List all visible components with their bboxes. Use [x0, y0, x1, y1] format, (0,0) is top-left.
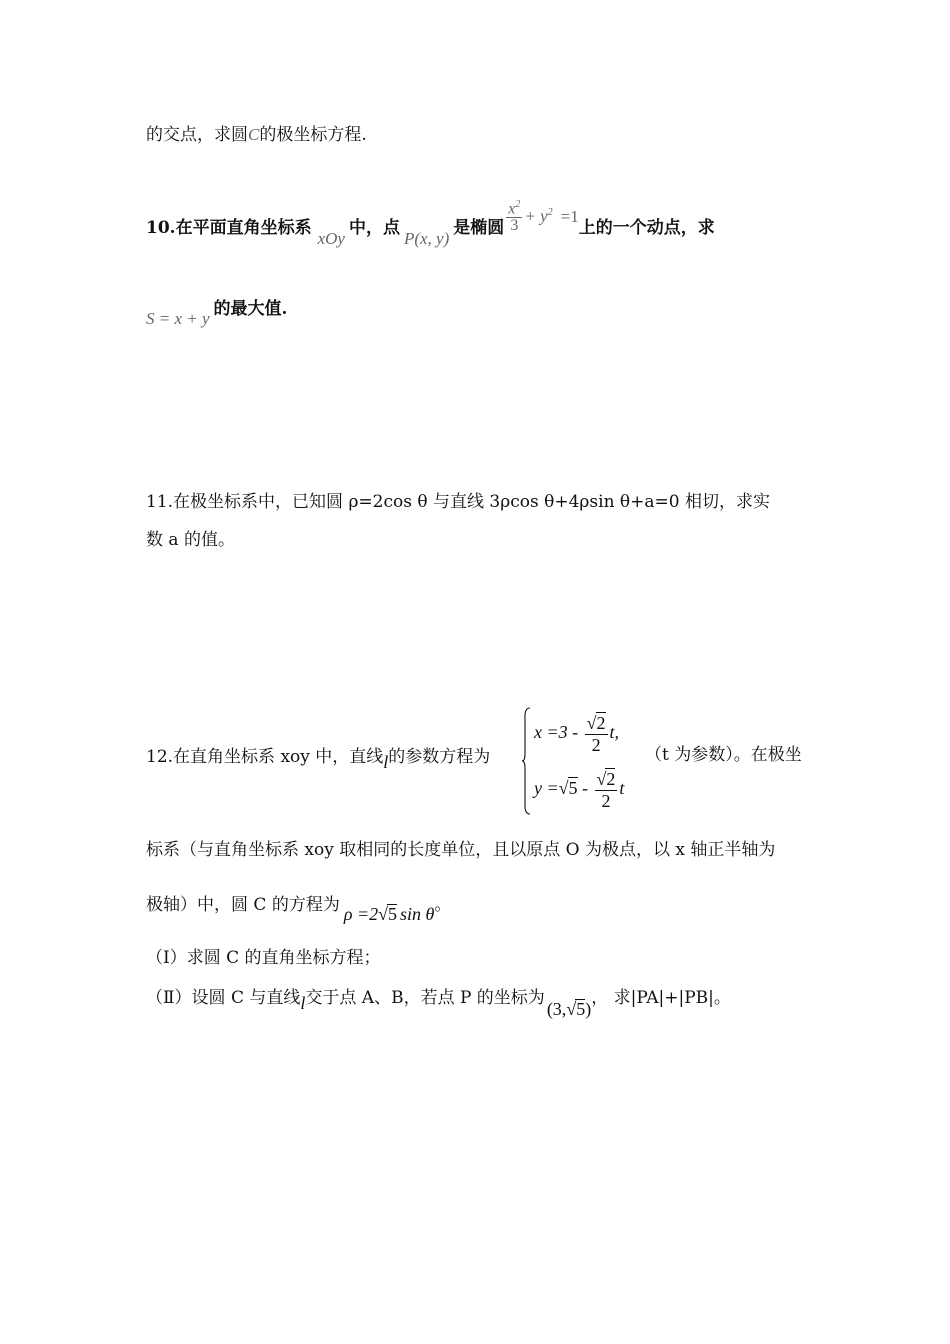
q10-line2: [146, 299, 288, 328]
ellipse-eq: =1: [560, 206, 579, 226]
q10-xoy: xOy: [317, 228, 345, 248]
q10-line1: [146, 200, 715, 260]
q10-ellipse-eq: $\frac{x^2}{3}$ + $y^2 =1$: [508, 199, 579, 235]
q12-text-line3-post: 。: [434, 895, 452, 915]
fraction-sqrt2-over-2: $\frac{√2}{2}$: [586, 713, 606, 755]
point-p-coordinates: (3,√5): [546, 999, 592, 1019]
q10-text-5: 的最大值.: [213, 299, 288, 319]
ellipse-num: x: [508, 200, 516, 218]
q12-text-3: （t 为参数）。在极坐: [645, 745, 802, 765]
q12-part2-post: ， 求|PA|+|PB|。: [591, 988, 731, 1008]
ellipse-rest: + y: [524, 206, 548, 226]
ellipse-fraction: $\frac{x^2}{3}$: [508, 199, 521, 235]
q12-line-l: l: [383, 752, 389, 772]
q12-text-line3-pre: 极轴）中，圆 C 的方程为: [146, 895, 340, 915]
q11-line1: [146, 494, 770, 511]
q9-text-post: 的极坐标方程.: [259, 125, 367, 145]
q12-line2: [146, 842, 775, 859]
q12-part2-mid: 交于点 A、B，若点 P 的坐标为: [305, 988, 545, 1008]
q10-text-2: 中，点: [348, 217, 400, 238]
q10-text-4: 上的一个动点，求: [578, 217, 715, 238]
q12-text-2: 的参数方程为: [388, 747, 491, 767]
parametric-system: [522, 706, 642, 816]
q12-part1: [146, 950, 381, 967]
q9-circle-c: C: [248, 125, 260, 144]
q12-line1: [146, 747, 491, 772]
left-brace: [522, 706, 532, 816]
q12-line1-tail: [645, 747, 802, 764]
ellipse-den: 3: [506, 217, 522, 234]
q9-tail-line: [146, 126, 367, 144]
q11-line2: [146, 532, 235, 549]
q11-text-2: 数 a 的值。: [146, 530, 235, 550]
q10-text-1: 10.在平面直角坐标系: [146, 217, 312, 238]
q11-text-1: 11.在极坐标系中，已知圆 ρ=2cos θ 与直线 3ρcos θ+4ρsin θ+a=0 相切，求实: [146, 492, 770, 512]
q12-part1-text: （Ⅰ）求圆 C 的直角坐标方程；: [146, 948, 381, 968]
q12-text-line2: 标系（与直角坐标系 xoy 取相同的长度单位，且以原点 O 为极点，以 x 轴正半轴为: [146, 840, 776, 860]
q12-text-1: 12.在直角坐标系 xoy 中，直线: [146, 747, 384, 767]
circle-polar-equation: ρ =2√5 sin θ: [343, 904, 435, 924]
parametric-eq-x: x =3 - $\frac{√2}{2}$ t,: [534, 713, 620, 755]
parametric-eq-y: y =√5 - $\frac{√2}{2}$ t: [534, 769, 625, 811]
q10-text-3: 是椭圆: [453, 217, 505, 238]
q12-line3: [146, 894, 452, 924]
q10-s-eq: S = x + y: [146, 309, 210, 328]
q12-part2: [146, 987, 731, 1019]
q9-text-pre: 的交点，求圆: [146, 125, 248, 145]
fraction-sqrt2-over-2: $\frac{√2}{2}$: [596, 769, 616, 811]
q12-part2-line-l: l: [300, 993, 306, 1013]
q10-point-p: P(x, y): [403, 228, 450, 248]
q12-part2-pre: （Ⅱ）设圆 C 与直线: [146, 988, 301, 1008]
